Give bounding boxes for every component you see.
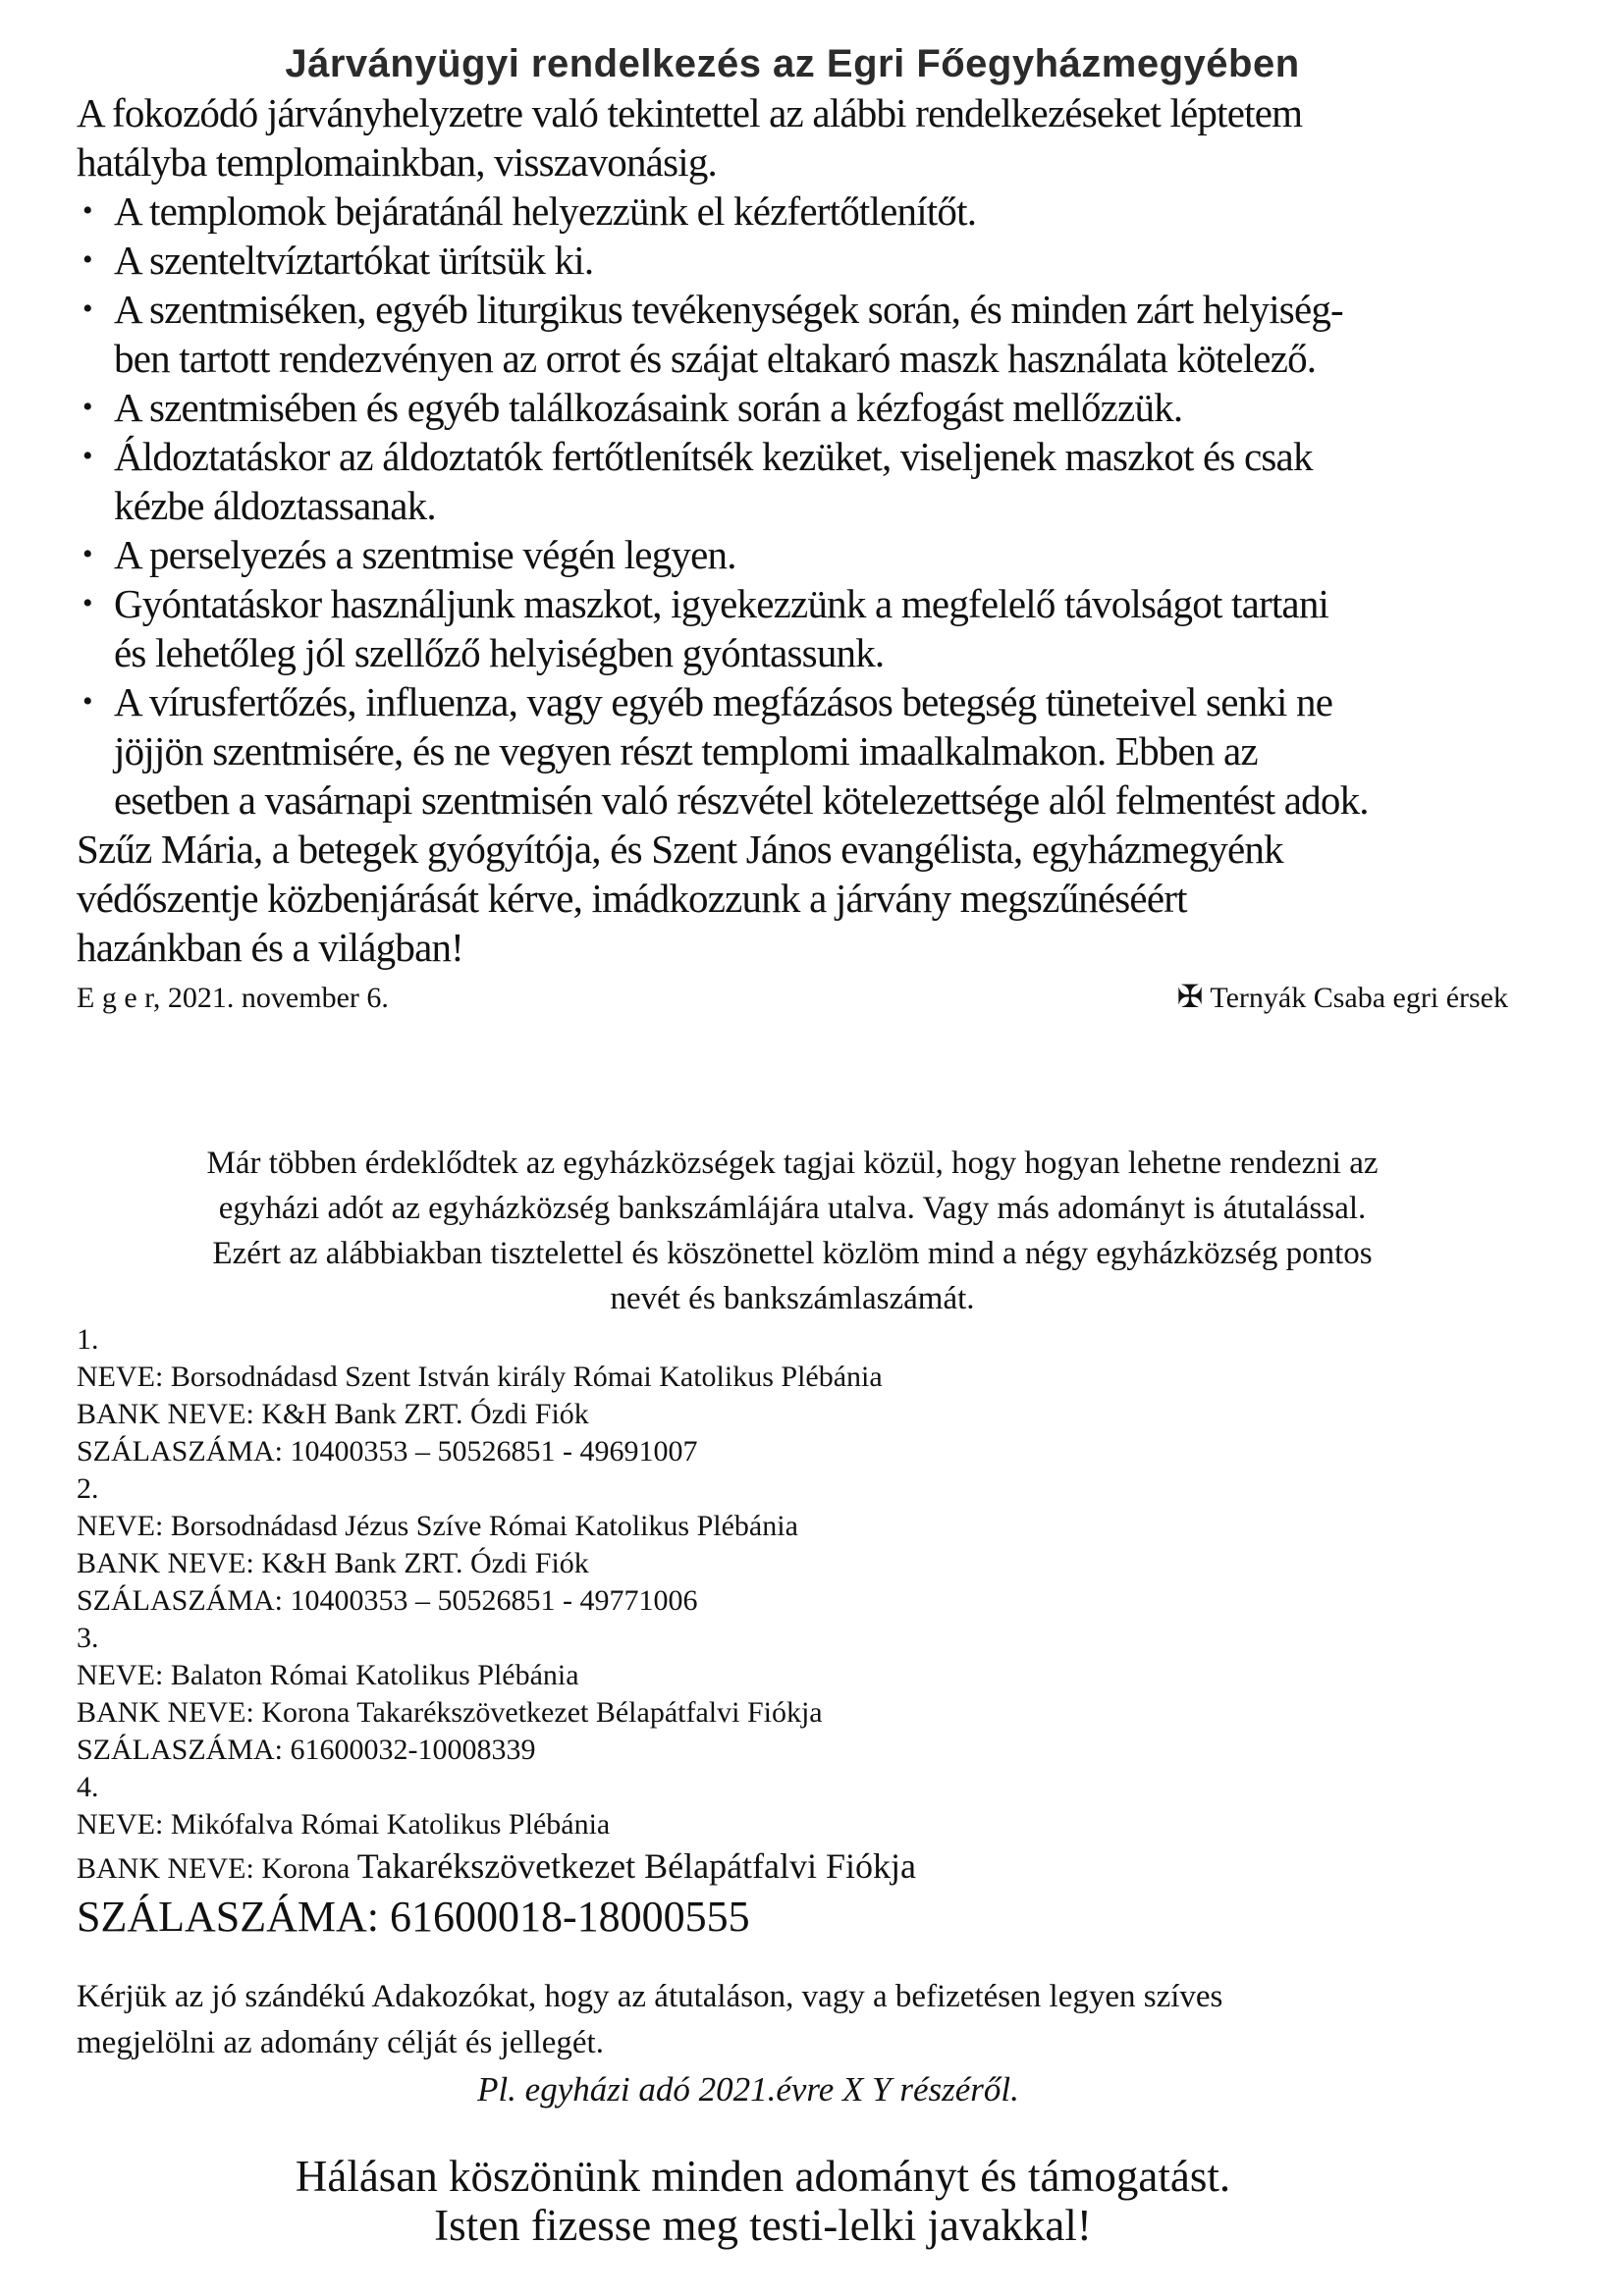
donation-intro-line: Ezért az alábbiakban tisztelettel és köszönettel közlöm mind a négy egyházközség pontos (212, 1236, 1373, 1271)
parish-name-line: NEVE: Balaton Római Katolikus Plébánia (77, 1659, 579, 1691)
closing-line: Szűz Mária, a betegek gyógyítója, és Szent János evangélista, egyházmegyénk (77, 827, 1283, 872)
parish-item (77, 1769, 1508, 1943)
parish-number: 4. (77, 1771, 99, 1803)
parish-number: 2. (77, 1472, 99, 1505)
bullet-dot-icon: • (82, 587, 92, 619)
intro-line: hatályba templomainkban, visszavonásig. (77, 139, 717, 185)
bullet-dot-icon: • (82, 293, 92, 325)
donation-intro-line: egyházi adót az egyházközség bankszámlájára utalva. Vagy más adományt is átutalással. (218, 1191, 1367, 1226)
maltese-cross-icon: ✠ (1176, 979, 1204, 1014)
parish-list (77, 1321, 1508, 1943)
parish-bank-line: BANK NEVE: K&H Bank ZRT. Ózdi Fiók (77, 1398, 589, 1430)
closing-line: hazánkban és a világban! (77, 925, 464, 970)
bullet-item (77, 432, 1508, 530)
thanks-line: Isten fizesse meg testi-lelki javakkal! (434, 2201, 1092, 2250)
bullet-dot-icon: • (82, 391, 92, 423)
signature (1177, 972, 1508, 1023)
decree-bullet-list (77, 187, 1508, 825)
bullet-item (77, 236, 1508, 285)
bullet-line: kézbe áldoztassanak. (114, 483, 436, 528)
parish-name-line: NEVE: Borsodnádasd Jézus Szíve Római Katolikus Plébánia (77, 1510, 798, 1542)
bullet-line: jöjjön szentmisére, és ne vegyen részt templomi imaalkalmakon. Ebben az (114, 728, 1258, 774)
request-line: megjelölni az adomány célját és jellegét. (77, 2025, 604, 2060)
date-signature-row (77, 972, 1508, 1023)
bullet-line: Gyóntatáskor használjunk maszkot, igyekezzünk a megfelelő távolságot tartani (114, 581, 1329, 626)
bullet-line: A szentmiséken, egyéb liturgikus tevékenységek során, és minden zárt helyiség- (114, 287, 1343, 332)
bullet-line: Áldoztatáskor az áldoztatók fertőtlenítsék kezüket, viseljenek maszkot és csak (114, 434, 1313, 479)
bullet-item (77, 285, 1508, 383)
bullet-line: esetben a vasárnapi szentmisén való részvétel kötelezettsége alól felmentést adok. (114, 777, 1369, 823)
bullet-line: A szenteltvíztartókat ürítsük ki. (114, 238, 594, 283)
parish-bank-line: BANK NEVE: Korona Takarékszövetkezet Bélapátfalvi Fiókja (77, 1696, 823, 1729)
request-paragraph (77, 1974, 1508, 2066)
bullet-item (77, 677, 1508, 825)
parish-number: 1. (77, 1323, 99, 1356)
bullet-dot-icon: • (82, 194, 92, 227)
parish-bank-line: BANK NEVE: K&H Bank ZRT. Ózdi Fiók (77, 1547, 589, 1579)
donation-intro-line: Már többen érdeklődtek az egyházközségek tagjai közül, hogy hogyan lehetne rendezni az (206, 1146, 1379, 1181)
bullet-item (77, 530, 1508, 579)
parish-item (77, 1470, 1508, 1620)
intro-line: A fokozódó járványhelyzetre való tekintettel az alábbi rendelkezéseket léptetem (77, 90, 1303, 135)
parish-bank-branch: Takarékszövetkezet Bélapátfalvi Fiókja (356, 1846, 917, 1886)
document-title: Járványügyi rendelkezés az Egri Főegyházmegyében (285, 42, 1300, 85)
intro-paragraph (77, 88, 1508, 187)
parish-number: 3. (77, 1622, 99, 1654)
parish-bank-prefix: BANK NEVE: Korona (77, 1852, 357, 1885)
request-line: Kérjük az jó szándékú Adakozókat, hogy az átutaláson, vagy a befizetésen legyen szíves (77, 1979, 1223, 2014)
signature-name: Ternyák Csaba egri érsek (1210, 982, 1508, 1014)
parish-account-line: SZÁLASZÁMA: 10400353 – 50526851 - 49771006 (77, 1584, 698, 1617)
donation-intro-line: nevét és bankszámlaszámát. (610, 1281, 975, 1316)
parish-item (77, 1321, 1508, 1470)
donation-intro-paragraph (77, 1141, 1508, 1321)
bullet-item (77, 383, 1508, 432)
bullet-dot-icon: • (82, 538, 92, 570)
parish-account-line: SZÁLASZÁMA: 10400353 – 50526851 - 49691007 (77, 1435, 698, 1468)
bullet-line: és lehetőleg jól szellőző helyiségben gyóntassunk. (114, 630, 885, 675)
thanks-line: Hálásan köszönünk minden adományt és támogatást. (295, 2152, 1231, 2201)
parish-name-line: NEVE: Mikófalva Római Katolikus Plébánia (77, 1808, 611, 1841)
bullet-item (77, 579, 1508, 677)
parish-account-line: SZÁLASZÁMA: 61600032-10008339 (77, 1734, 536, 1766)
parish-bank-line (77, 1843, 1508, 1892)
closing-line: védőszentje közbenjárását kérve, imádkozzunk a járvány megszűnéséért (77, 876, 1187, 921)
bullet-dot-icon: • (82, 440, 92, 472)
parish-item (77, 1620, 1508, 1769)
bullet-item (77, 187, 1508, 236)
bullet-dot-icon: • (82, 243, 92, 276)
bullet-line: A szentmisében és egyéb találkozásaink során a kézfogást mellőzzük. (114, 385, 1183, 430)
bullet-dot-icon: • (82, 685, 92, 718)
bullet-line: ben tartott rendezvényen az orrot és szájat eltakaró maszk használata kötelező. (114, 336, 1317, 381)
bullet-line: A templomok bejáratánál helyezzünk el kézfertőtlenítőt. (114, 188, 977, 234)
example-line: Pl. egyházi adó 2021.évre X Y részéről. (477, 2070, 1019, 2109)
parish-account-line: SZÁLASZÁMA: 61600018-18000555 (77, 1893, 750, 1941)
thanks-paragraph (77, 2152, 1449, 2250)
parish-name-line: NEVE: Borsodnádasd Szent István király Római Katolikus Plébánia (77, 1361, 883, 1393)
date-line: E g e r, 2021. november 6. (77, 982, 389, 1014)
bullet-line: A vírusfertőzés, influenza, vagy egyéb megfázásos betegség tüneteivel senki ne (114, 679, 1333, 724)
bullet-line: A perselyezés a szentmise végén legyen. (114, 532, 736, 577)
closing-paragraph (77, 825, 1508, 972)
